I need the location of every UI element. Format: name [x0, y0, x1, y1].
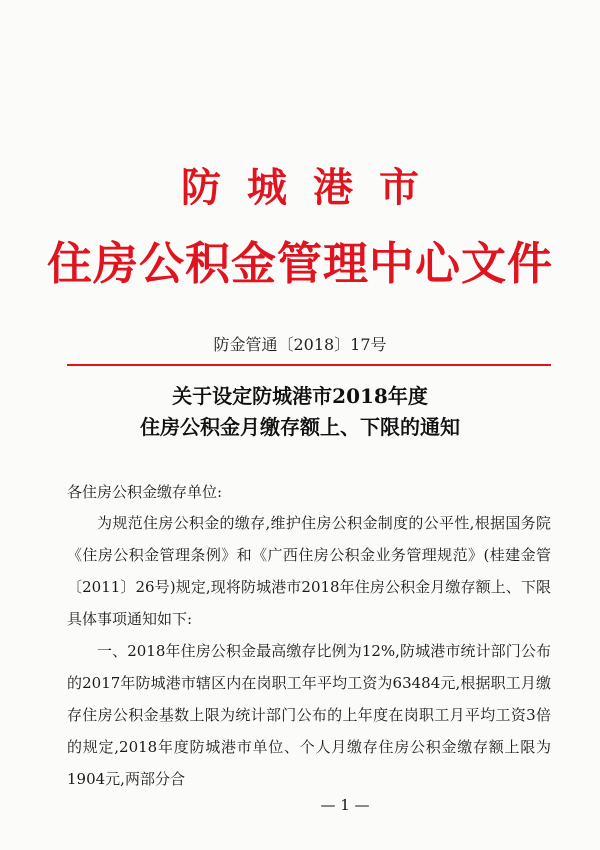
paragraph-item-1: 一、2018年住房公积金最高缴存比例为12%,防城港市统计部门公布的2017年防城港市辖区内在岗职工年平均工资为63484元,根据职工月缴存住房公积金基数上限为统计部门公布的上年度在岗职工月平均工资3倍的规定,2018年度防城港市单位、个人月缴存住房公积金缴存额上限为1904元,两部分合 — [67, 642, 551, 788]
red-divider — [67, 364, 551, 366]
page-number: — 1 — — [320, 796, 370, 814]
title-line-1: 关于设定防城港市2018年度 — [172, 384, 428, 408]
issuer-name: 防城港市 — [181, 164, 445, 211]
document-type-heading: 住房公积金管理中心文件 — [46, 237, 553, 290]
document-number: 防金管通〔2018〕17号 — [213, 335, 387, 354]
notice-title — [0, 381, 600, 443]
paragraph-intro: 为规范住房公积金的缴存,维护住房公积金制度的公平性,根据国务院《住房公积金管理条例》和《广西住房公积金业务管理规范》(桂建金管〔2011〕26号)规定,现将防城港市2018年住房公积金月缴存额上、下限具体事项通知如下: — [67, 514, 551, 628]
title-line-2: 住房公积金月缴存额上、下限的通知 — [140, 415, 460, 439]
salutation: 各住房公积金缴存单位: — [67, 483, 223, 501]
